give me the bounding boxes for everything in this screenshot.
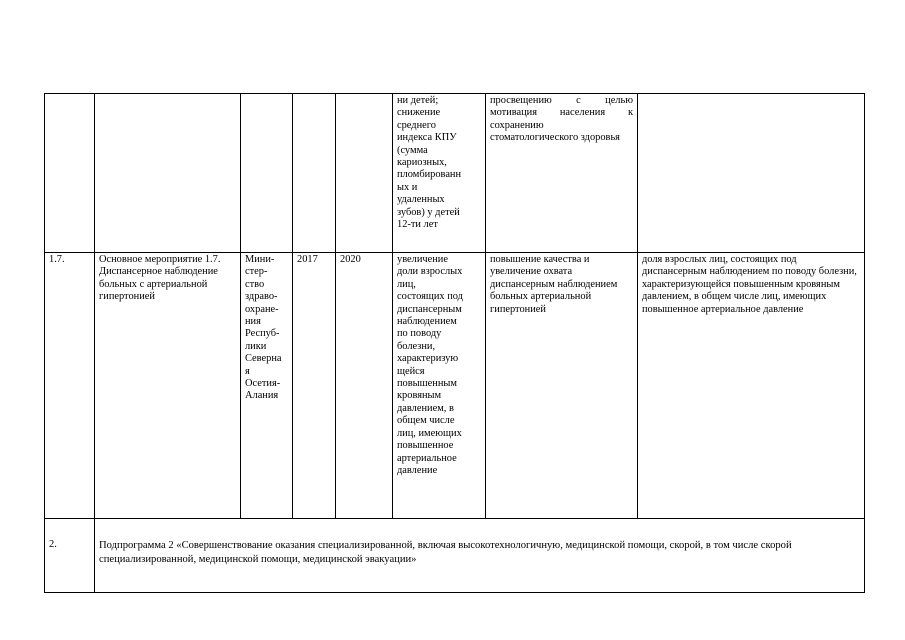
text-line: щейся (397, 365, 425, 377)
text-line: доли взрослых (397, 266, 463, 278)
table-row (45, 94, 865, 253)
text-line: ых и (397, 181, 418, 193)
main-directions-cell: повышение качества и увеличение охвата диспансерным наблюдением больных артериальной гипертонией (486, 253, 638, 519)
start-year-cell (293, 94, 336, 253)
text-line: характеризую (397, 353, 459, 365)
text-line: Северна (245, 353, 282, 365)
text-line: болезни, (397, 340, 436, 352)
text-line: кровяным (397, 390, 442, 402)
text-line: ни детей; (397, 95, 439, 106)
indicator-cell: доля взрослых лиц, состоящих под диспансерным наблюдением по поводу болезни, характеризующейся повышенным кровяным давлением, в общем числе лиц, имеющих повышенное артериальное давление (638, 253, 865, 519)
text-line: ния (245, 316, 261, 328)
table-row-subprogram (45, 519, 865, 593)
text-line: диспансерным (397, 303, 462, 315)
text-line: общем числе (397, 415, 455, 427)
text-line: зубов) у детей (397, 206, 460, 218)
row-number-cell (45, 94, 95, 253)
text-line: повышенным (397, 378, 457, 390)
text-line: здраво- (245, 291, 278, 303)
executor-lines (245, 254, 288, 403)
text-line: лики (245, 340, 267, 352)
executor-cell (241, 94, 293, 253)
main-directions-cell: просвещению с целью мотивация населения к сохранению стоматологического здоровья (486, 94, 638, 253)
end-year-cell: 2020 (336, 253, 393, 519)
text-line: наблюдением (397, 316, 457, 328)
table-row (45, 253, 865, 519)
expected-result-lines (397, 254, 481, 477)
text-line: по поводу (397, 328, 442, 340)
text-line: артериальное (397, 452, 457, 464)
expected-result-cell (393, 94, 486, 253)
subprogram-number-cell: 2. (45, 519, 95, 593)
executor-cell (241, 253, 293, 519)
text-line: среднего (397, 119, 436, 131)
text-line: пломбированн (397, 169, 462, 181)
text-line: снижение (397, 107, 441, 119)
program-table (44, 93, 865, 593)
row-number-cell: 1.7. (45, 253, 95, 519)
text-line: лиц, имеющих (397, 427, 462, 439)
text-line: стер- (245, 266, 268, 278)
text-line: ство (245, 278, 265, 290)
expected-result-lines (397, 95, 481, 231)
indicator-cell (638, 94, 865, 253)
activity-name-cell: Основное мероприятие 1.7. Диспансерное наблюдение больных с артериальной гипертонией (95, 253, 241, 519)
text-line: лиц, (397, 278, 416, 290)
text-line: давлением, в (397, 402, 454, 414)
text-line: (сумма (397, 144, 428, 156)
text-line: 12-ти лет (397, 219, 438, 231)
text-line: увеличение (397, 254, 448, 265)
subprogram-title-cell: Подпрограмма 2 «Совершенствование оказания специализированной, включая высокотехнологичную, медицинской помощи, скорой, в том числе скорой специализированной, медицинской помощи, медицинской эвакуации» (95, 519, 865, 593)
text-line: Мини- (245, 254, 275, 265)
text-line: индекса КПУ (397, 132, 457, 144)
start-year-cell: 2017 (293, 253, 336, 519)
activity-name-cell (95, 94, 241, 253)
text-line: давление (397, 464, 438, 476)
text-line: Осетия- (245, 378, 281, 390)
text-line: удаленных (397, 194, 445, 206)
text-line: состоящих под (397, 291, 463, 303)
text-line: Алания (245, 390, 279, 402)
text-line: я (245, 365, 250, 377)
end-year-cell (336, 94, 393, 253)
expected-result-cell (393, 253, 486, 519)
text-line: охране- (245, 303, 279, 315)
text-line: повышенное (397, 440, 454, 452)
text-line: кариозных, (397, 157, 447, 169)
text-line: Респуб- (245, 328, 280, 340)
